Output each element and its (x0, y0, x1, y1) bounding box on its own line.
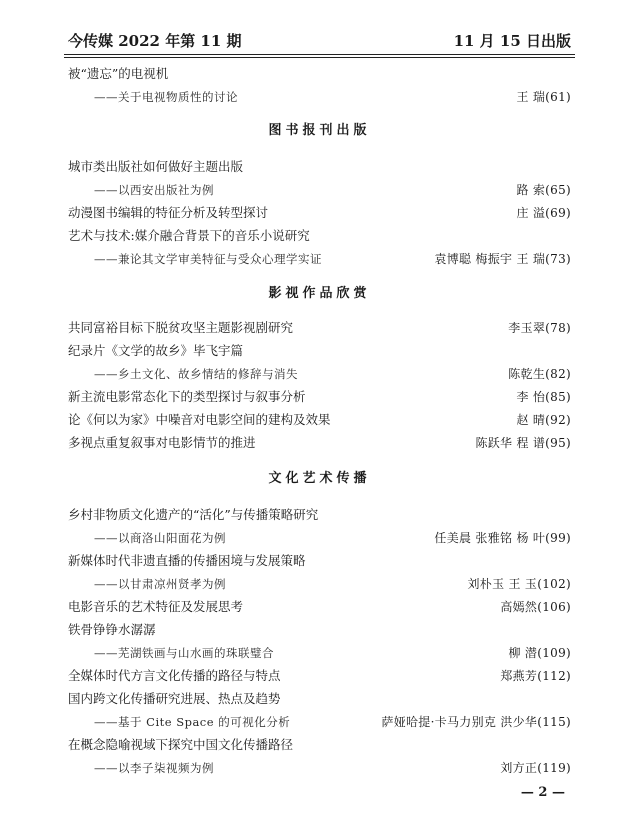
toc-entry: ——关于电视物质性的讨论 王 瑞(61) (94, 90, 571, 104)
toc-entry: 被“遗忘”的电视机 (68, 66, 169, 81)
section-heading: 影视作品欣赏 (268, 286, 371, 301)
toc-entry: ——基于 Cite Space 的可视化分析 萨娅哈提·卡马力别克 洪少华(115) (94, 715, 571, 729)
toc-entry: 乡村非物质文化遗产的“活化”与传播策略研究 (68, 507, 319, 522)
toc-entry: ——乡土文化、故乡情结的修辞与消失 陈乾生(82) (94, 367, 571, 381)
toc-entry: 共同富裕目标下脱贫攻坚主题影视剧研究 李玉翠(78) (68, 320, 571, 335)
toc-entry: ——以李子柒视频为例 刘方正(119) (94, 761, 571, 775)
header-rule-thick (64, 54, 575, 55)
toc-entry: 铁骨铮铮水潺潺 (68, 622, 156, 637)
section-heading: 文化艺术传播 (268, 471, 371, 486)
toc-entry: ——以甘肃凉州贤孝为例 刘朴玉 王 玉(102) (94, 577, 571, 591)
toc-entry: 论《何以为家》中噪音对电影空间的建构及效果 赵 晴(92) (68, 412, 571, 427)
toc-entry: 新媒体时代非遗直播的传播困境与发展策略 (68, 553, 306, 568)
page-number: — 2 — (520, 785, 565, 800)
journal-issue: 今传媒 2022 年第 11 期 (68, 32, 242, 50)
header-rule-thin (64, 57, 575, 58)
toc-entry: 国内跨文化传播研究进展、热点及趋势 (68, 691, 281, 706)
toc-entry: ——兼论其文学审美特征与受众心理学实证 袁博聪 梅振宇 王 瑞(73) (94, 252, 571, 266)
toc-entry: 在概念隐喻视域下探究中国文化传播路径 (68, 737, 294, 752)
page-header (68, 30, 571, 52)
toc-entry: 全媒体时代方言文化传播的路径与特点 郑燕芳(112) (68, 668, 571, 683)
toc-entry: 纪录片《文学的故乡》毕飞宇篇 (68, 343, 244, 358)
toc-entry: 动漫图书编辑的特征分析及转型探讨 庄 溢(69) (68, 205, 571, 220)
toc-entry: ——以西安出版社为例 路 索(65) (94, 183, 571, 197)
toc-entry: 艺术与技术:媒介融合背景下的音乐小说研究 (68, 228, 310, 243)
toc-entry: 多视点重复叙事对电影情节的推进 陈跃华 程 谱(95) (68, 435, 571, 450)
toc-entry: 城市类出版社如何做好主题出版 (68, 159, 244, 174)
toc-entry: 新主流电影常态化下的类型探讨与叙事分析 李 怡(85) (68, 389, 571, 404)
section-heading: 图书报刊出版 (268, 123, 371, 138)
toc-entry: ——芜湖铁画与山水画的珠联璧合 柳 潜(109) (94, 646, 571, 660)
publication-date: 11 月 15 日出版 (453, 32, 571, 50)
toc-entry: 电影音乐的艺术特征及发展思考 高嫣然(106) (68, 599, 571, 614)
toc-entry: ——以商洛山阳面花为例 任美晨 张雅铭 杨 叶(99) (94, 531, 571, 545)
